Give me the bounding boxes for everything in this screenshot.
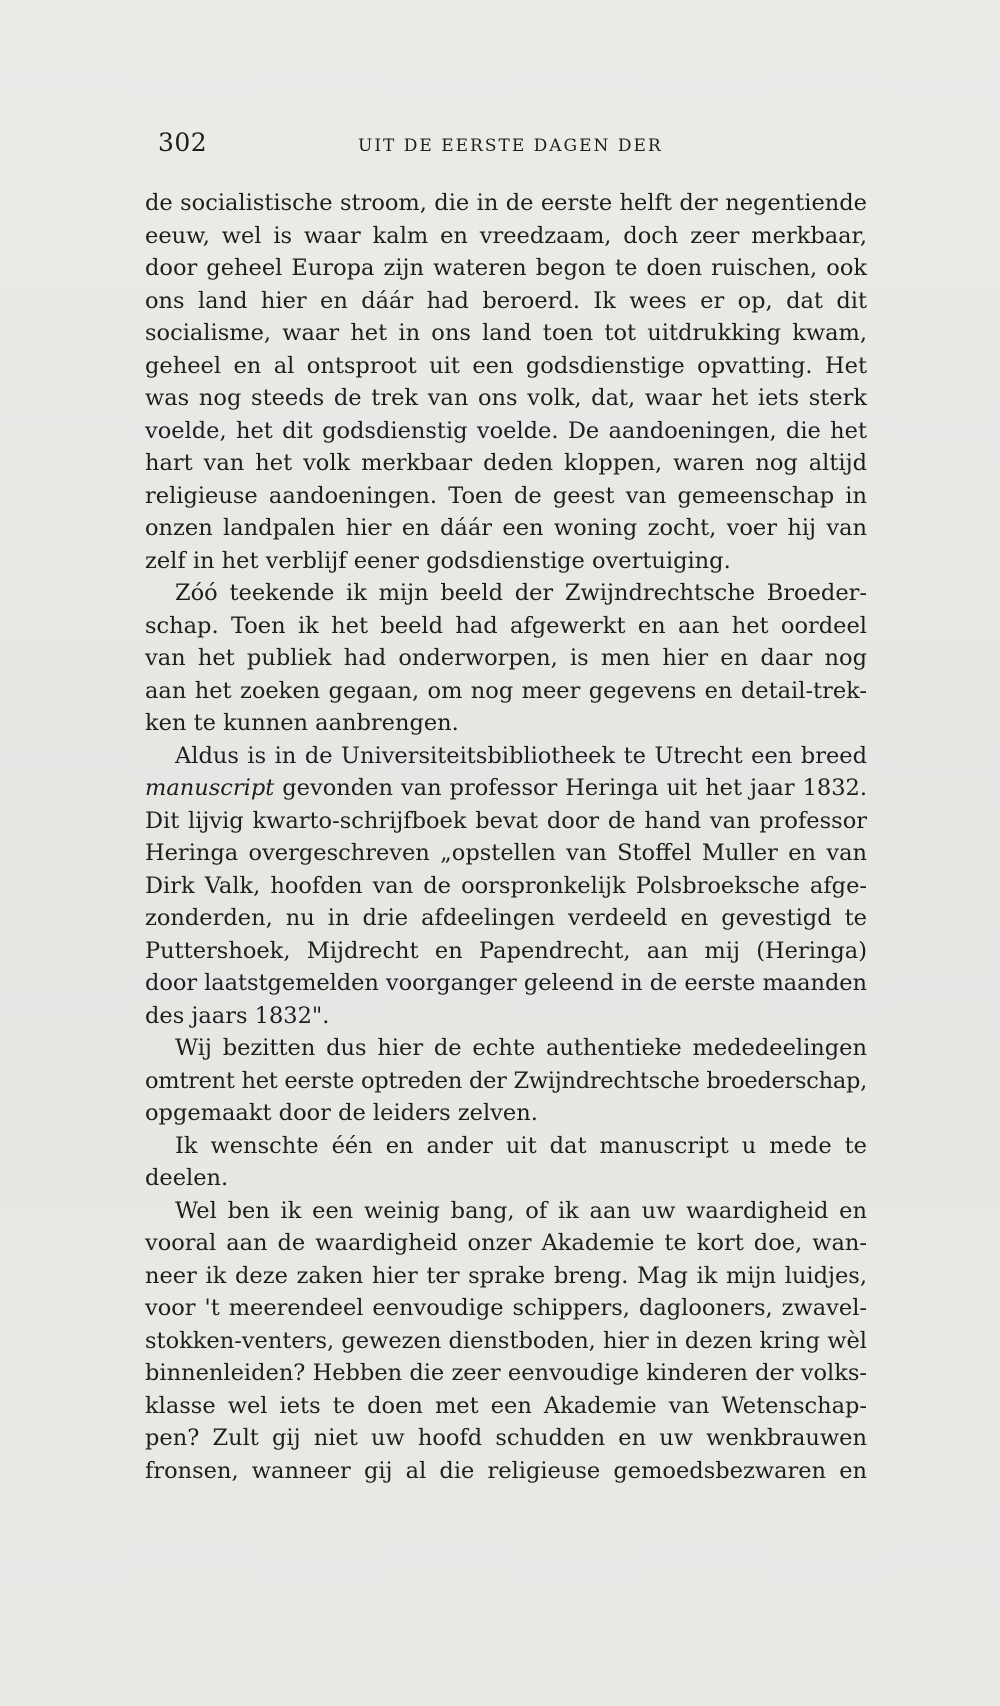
text-line (145, 1227, 867, 1260)
line-text: religieuse aandoeningen. Toen de geest van gemeenschap in (145, 482, 867, 509)
text-line (145, 512, 867, 545)
text-line (145, 1000, 867, 1033)
line-text: Zóó teekende ik mijn beeld der Zwijndrechtsche Broeder- (175, 580, 867, 606)
text-line (145, 1032, 867, 1065)
text-line (145, 642, 867, 675)
text-line (145, 252, 867, 285)
line-text: Puttershoek, Mijdrecht en Papendrecht, aan mij (Heringa) (145, 937, 867, 964)
text-line (145, 447, 867, 480)
text-line (145, 805, 867, 838)
line-text: deelen. (145, 1165, 229, 1191)
line-text: Heringa overgeschreven „opstellen van Stoffel Muller en van (145, 840, 867, 866)
line-text: ken te kunnen aanbrengen. (145, 710, 459, 736)
line-text: des jaars 1832". (145, 1002, 330, 1029)
line-text: vooral aan de waardigheid onzer Akademie te kort doe, wan- (145, 1230, 867, 1256)
text-line (145, 1195, 867, 1228)
line-text: eeuw, wel is waar kalm en vreedzaam, doch zeer merkbaar, (145, 222, 867, 249)
text-line (145, 837, 867, 870)
body-text (145, 187, 867, 1487)
page-header (158, 128, 858, 164)
line-text: pen? Zult gij niet uw hoofd schudden en uw wenkbrauwen (145, 1425, 867, 1451)
line-text: stokken-venters, gewezen dienstboden, hier in dezen kring wèl (145, 1327, 867, 1354)
line-text: omtrent het eerste optreden der Zwijndrechtsche broederschap, (145, 1067, 867, 1094)
text-line (145, 1390, 867, 1423)
line-text: aan het zoeken gegaan, om nog meer gegevens en detail-trek- (145, 677, 867, 704)
line-text: van het publiek had onderworpen, is men hier en daar nog (145, 645, 867, 671)
line-text: Dirk Valk, hoofden van de oorspronkelijk Polsbroeksche afge- (145, 872, 867, 899)
text-line (145, 1357, 867, 1390)
text-line (145, 1292, 867, 1325)
text-line (145, 1065, 867, 1098)
text-line (145, 1422, 867, 1455)
line-text: neer ik deze zaken hier ter sprake breng. Mag ik mijn luidjes, (145, 1262, 867, 1289)
text-line (145, 220, 867, 253)
line-text: de socialistische stroom, die in de eerste helft der negentiende (145, 190, 867, 216)
text-line (145, 1260, 867, 1293)
line-text: voor 't meerendeel eenvoudige schippers, daglooners, zwavel- (145, 1295, 867, 1321)
text-line (145, 1325, 867, 1358)
text-line (145, 1097, 867, 1130)
line-text: zelf in het verblijf eener godsdienstige overtuiging. (145, 547, 731, 574)
text-line (145, 577, 867, 610)
line-text: geheel en al ontsproot uit een godsdienstige opvatting. Het (145, 352, 867, 379)
line-text: zonderden, nu in drie afdeelingen verdeeld en gevestigd te (145, 905, 867, 931)
line-text: Wel ben ik een weinig bang, of ik aan uw waardigheid en (175, 1197, 867, 1224)
line-text: door laatstgemelden voorganger geleend in de eerste maanden (145, 970, 867, 996)
text-line (145, 1455, 867, 1488)
text-line (145, 967, 867, 1000)
line-text: hart van het volk merkbaar deden kloppen, waren nog altijd (145, 450, 867, 476)
text-line (145, 772, 867, 805)
line-text: voelde, het dit godsdienstig voelde. De aandoeningen, die het (145, 417, 867, 444)
text-line (145, 415, 867, 448)
text-line (145, 935, 867, 968)
text-line (145, 187, 867, 220)
line-text: Wij bezitten dus hier de echte authentieke mededeelingen (175, 1035, 867, 1061)
text-line (145, 350, 867, 383)
text-line (145, 675, 867, 708)
line-text: Aldus is in de Universiteitsbibliotheek te Utrecht een breed (175, 742, 867, 769)
line-text: fronsen, wanneer gij al die religieuse gemoedsbezwaren en (145, 1457, 867, 1484)
text-line (145, 707, 867, 740)
line-text: socialisme, waar het in ons land toen tot uitdrukking kwam, (145, 320, 867, 346)
text-line (145, 480, 867, 513)
page-number: 302 (158, 128, 208, 157)
text-line (145, 902, 867, 935)
line-text: schap. Toen ik het beeld had afgewerkt en aan het oordeel (145, 612, 867, 639)
line-text: klasse wel iets te doen met een Akademie van Wetenschap- (145, 1392, 867, 1419)
line-text: Dit lijvig kwarto-schrijfboek bevat door de hand van professor (145, 807, 867, 834)
line-text: binnenleiden? Hebben die zeer eenvoudige kinderen der volks- (145, 1360, 867, 1386)
text-line (145, 1162, 867, 1195)
text-line (145, 382, 867, 415)
italic-word: manuscript (145, 775, 275, 801)
text-line (145, 740, 867, 773)
text-line (145, 870, 867, 903)
line-text: onzen landpalen hier en dáár een woning zocht, voer hij van (145, 515, 867, 541)
text-line (145, 610, 867, 643)
line-text: opgemaakt door de leiders zelven. (145, 1100, 538, 1126)
text-line (145, 1130, 867, 1163)
line-text: door geheel Europa zijn wateren begon te doen ruischen, ook (145, 255, 867, 281)
running-title: UIT DE EERSTE DAGEN DER (358, 136, 663, 156)
line-text: was nog steeds de trek van ons volk, dat, waar het iets sterk (145, 385, 867, 411)
text-line (145, 285, 867, 318)
line-text: Ik wenschte één en ander uit dat manuscript u mede te (175, 1132, 867, 1159)
line-text: gevonden van professor Heringa uit het jaar 1832. (274, 775, 867, 801)
text-line (145, 545, 867, 578)
line-text: ons land hier en dáár had beroerd. Ik wees er op, dat dit (145, 287, 867, 314)
text-line (145, 317, 867, 350)
